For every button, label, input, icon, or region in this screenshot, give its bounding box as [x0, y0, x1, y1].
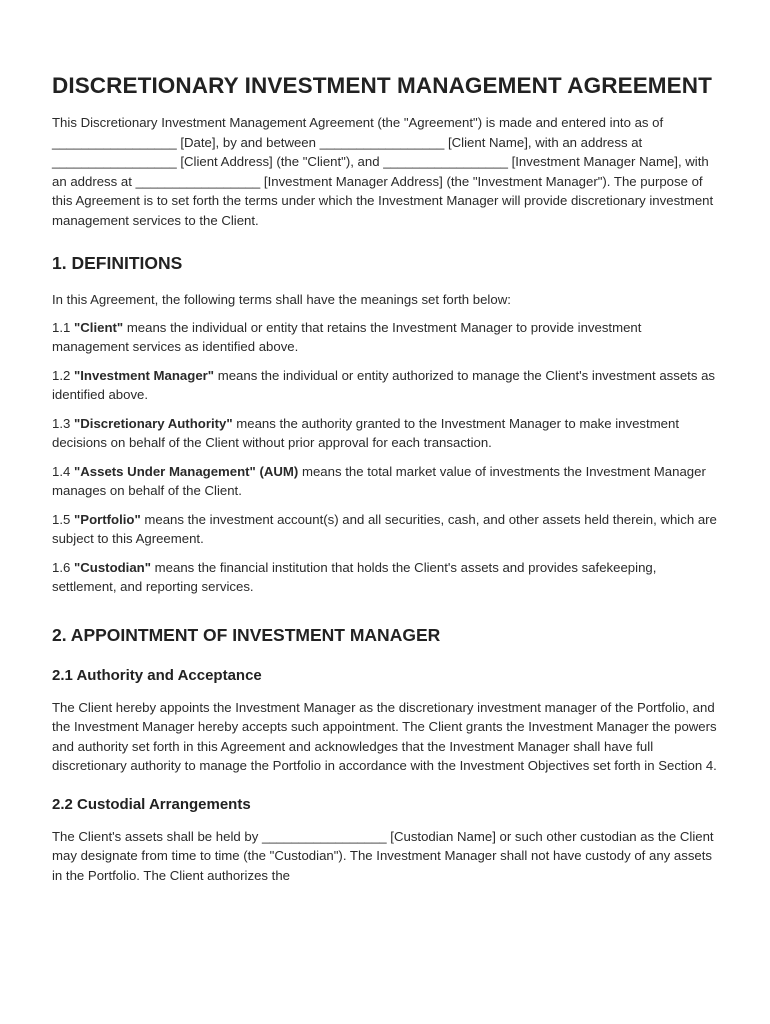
document-title: DISCRETIONARY INVESTMENT MANAGEMENT AGREEMENT [52, 73, 712, 98]
definition-1-4 [52, 462, 722, 501]
definition-number: 1.2 [52, 367, 71, 383]
definition-text: means the individual or entity authorized to manage the Client's investment assets as identified above. [52, 367, 716, 402]
definition-term: "Portfolio" [74, 511, 141, 527]
definition-1-6 [52, 558, 722, 597]
definition-text: means the authority granted to the Investment Manager to make investment decisions on behalf of the Client without prior approval for each transaction. [52, 415, 680, 450]
document-page [52, 70, 722, 885]
definition-text: means the investment account(s) and all securities, cash, and other assets held therein, which are subject to this Agreement. [52, 511, 717, 546]
section-2-2-heading: 2.2 Custodial Arrangements [52, 795, 251, 813]
section-2-2-paragraph: The Client's assets shall be held by _________________ [Custodian Name] or such other custodian as the Client may designate from time to time (the "Custodian"). The Investment Manager shall not have custody of any assets in the Portfolio. The Client authorizes the [52, 828, 714, 883]
definition-text: means the financial institution that holds the Client's assets and provides safekeeping, settlement, and reporting services. [52, 559, 657, 594]
intro-paragraph: This Discretionary Investment Management Agreement (the "Agreement") is made and entered into as of _________________ [Date], by and between _________________ [Client Name], with an address at _________________ [Client Address] (the "Client"), and _________________ [Investment Manager Name], with an address at _________________ [Investment Manager Address] (the "Investment Manager"). The purpose of this Agreement is to set forth the terms under which the Investment Manager will provide discretionary investment management services to the Client. [52, 115, 714, 228]
definition-term: "Discretionary Authority" [74, 415, 233, 431]
definition-term: "Custodian" [74, 559, 151, 575]
section-2-heading: 2. APPOINTMENT OF INVESTMENT MANAGER [52, 624, 441, 645]
definition-text: means the individual or entity that retains the Investment Manager to provide investment management services as identified above. [52, 319, 642, 354]
definitions-intro: In this Agreement, the following terms shall have the meanings set forth below: [52, 292, 511, 307]
definition-text: means the total market value of investments the Investment Manager manages on behalf of the Client. [52, 463, 706, 498]
section-2-1-heading: 2.1 Authority and Acceptance [52, 666, 262, 684]
definition-number: 1.3 [52, 415, 71, 431]
definition-1-2 [52, 366, 722, 405]
definition-number: 1.5 [52, 511, 71, 527]
section-2-1-paragraph: The Client hereby appoints the Investment Manager as the discretionary investment manager of the Portfolio, and the Investment Manager hereby accepts such appointment. The Client grants the Investment Manager the powers and authority set forth in this Agreement and acknowledges that the Investment Manager shall have full discretionary authority to manage the Portfolio in accordance with the Investment Objectives set forth in Section 4. [52, 699, 717, 773]
definition-number: 1.1 [52, 319, 71, 335]
definition-term: "Client" [74, 319, 124, 335]
section-1-heading: 1. DEFINITIONS [52, 253, 183, 273]
definition-number: 1.6 [52, 559, 71, 575]
definition-1-5 [52, 510, 722, 549]
definition-term: "Investment Manager" [74, 367, 215, 383]
definition-term: "Assets Under Management" (AUM) [74, 463, 299, 479]
definition-1-1 [52, 318, 722, 357]
definition-1-3 [52, 414, 722, 453]
definition-number: 1.4 [52, 463, 71, 479]
